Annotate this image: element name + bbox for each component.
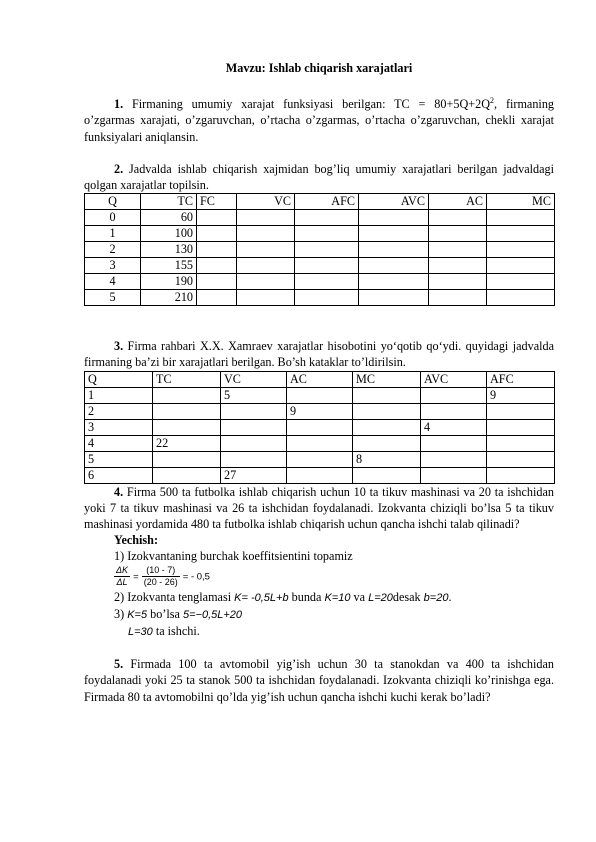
table-2-header-cell: AC (287, 371, 353, 387)
table-2-header-cell: VC (221, 371, 287, 387)
cost-table-1 (84, 193, 555, 306)
table-1-cell: 5 (85, 290, 141, 306)
table-1-cell (197, 274, 237, 290)
table-1-cell: 190 (141, 274, 197, 290)
table-2-cell: 9 (487, 387, 555, 403)
delta-k: ΔK (116, 564, 129, 575)
table-1-cell: 0 (85, 210, 141, 226)
slope-result: = - 0,5 (182, 570, 210, 582)
table-2-cell (353, 387, 421, 403)
table-2-cell (287, 419, 353, 435)
table-2-cell: 2 (85, 403, 153, 419)
table-2-cell (353, 435, 421, 451)
table-2-header-cell: AFC (487, 371, 555, 387)
table-2-cell (421, 467, 487, 483)
problem-1 (84, 96, 554, 145)
table-1-cell (487, 258, 555, 274)
table-1-cell (487, 274, 555, 290)
table-1-cell (295, 258, 359, 274)
table-2-cell: 8 (353, 451, 421, 467)
table-2-cell: 1 (85, 387, 153, 403)
table-2-cell (487, 451, 555, 467)
table-1-header-cell: AC (429, 194, 487, 210)
table-2-cell (287, 467, 353, 483)
cost-table-2 (84, 371, 555, 484)
table-2-row (85, 387, 555, 403)
table-2-cell: 27 (221, 467, 287, 483)
table-2-cell (287, 387, 353, 403)
table-1-cell: 4 (85, 274, 141, 290)
step-2-bunda: bunda (291, 589, 322, 604)
step-2-desak: desak (392, 589, 421, 604)
table-1-cell (295, 274, 359, 290)
table-2-cell (487, 435, 555, 451)
table-2-cell (421, 403, 487, 419)
table-1-row (85, 290, 555, 306)
problem-5 (84, 656, 554, 705)
table-1-cell (237, 274, 295, 290)
table-2-cell (287, 435, 353, 451)
problem-5-text: Firmada 100 ta avtomobil yig’ish uchun 30 ta stanokdan va 400 ta ishchidan foydalanadi yoki 25 ta stanok 500 ta ishchidan foydalanadi. Izokvanta chiziqli ko’rinishga ega. Firmada 80 ta avtomobilni qo’lda yig’ish uchun qancha ishchi kuchi kerak bo’ladi? (84, 657, 554, 704)
table-1-cell (197, 210, 237, 226)
step-3-equation: 5=−0,5L+20 (182, 608, 243, 621)
problem-1-superscript: 2 (490, 96, 495, 106)
table-1-header-cell: VC (237, 194, 295, 210)
table-1-header-row (85, 194, 555, 210)
table-1-cell (429, 274, 487, 290)
document-title: Mavzu: Ishlab chiqarish xarajatlari (225, 61, 413, 75)
table-1-cell (487, 226, 555, 242)
table-2-row (85, 403, 555, 419)
table-2-cell (353, 467, 421, 483)
solution-step-1: 1) Izokvantaning burchak koeffitsientini topamiz (114, 549, 353, 564)
k-value: K=10 (324, 591, 351, 604)
problem-2 (84, 161, 554, 193)
table-2-row (85, 467, 555, 483)
table-1-cell: 210 (141, 290, 197, 306)
table-2-cell (221, 403, 287, 419)
b-value: b=20 (423, 591, 449, 604)
table-2-cell (353, 419, 421, 435)
table-2-cell (153, 451, 221, 467)
table-2-cell (421, 435, 487, 451)
table-2-cell (153, 403, 221, 419)
l30-value: L=30 (128, 626, 153, 639)
table-1-cell (429, 242, 487, 258)
table-1-header-cell: FC (197, 194, 237, 210)
table-1-cell (295, 210, 359, 226)
table-1-cell (237, 242, 295, 258)
table-1-cell (487, 290, 555, 306)
table-1-cell: 130 (141, 242, 197, 258)
table-2-header-cell: Q (85, 371, 153, 387)
table-1-cell (197, 242, 237, 258)
table-1-cell (359, 242, 429, 258)
table-1-cell (487, 242, 555, 258)
table-1-cell (429, 290, 487, 306)
problem-1-text-cont: , firmaning o’zgarmas xarajati, o’zgaruvchan, o’rtacha o’zgarmas, o’rtacha o’zgaruvchan, chekli xarajat funksiyalari aniqlansin. (84, 97, 555, 144)
table-1-cell (359, 274, 429, 290)
table-2-cell: 3 (85, 419, 153, 435)
table-2-header-cell: MC (353, 371, 421, 387)
table-2-cell: 4 (85, 435, 153, 451)
table-2-cell: 4 (421, 419, 487, 435)
table-2-cell (487, 419, 555, 435)
table-1-cell (429, 258, 487, 274)
table-1-cell (359, 258, 429, 274)
problem-2-number: 2. (114, 161, 124, 176)
problem-4-text: Firma 500 ta futbolka ishlab chiqarish uchun 10 ta tikuv mashinasi va 20 ta ishchidan yoki 7 ta tikuv mashinasi va 26 ta ishchidan foydalanadi. Izokvanta chiziqli bo’lsa 5 ta tikuv mashinasi yordamida 480 ta futbolka ishlab chiqarish uchun qancha ishchi talab qilinadi? (84, 484, 555, 532)
l-value: L=20 (368, 591, 393, 604)
table-2-cell (487, 403, 555, 419)
problem-3-number: 3. (114, 339, 124, 354)
step-2-period: . (448, 589, 452, 604)
problem-1-text: Firmaning umumiy xarajat funksiyasi berilgan: TC = 80+5Q+2Q (132, 97, 491, 112)
problem-4-number: 4. (114, 484, 124, 499)
delta-fraction (114, 565, 130, 588)
table-1-cell (237, 258, 295, 274)
table-1-cell: 3 (85, 258, 141, 274)
table-2-cell (221, 435, 287, 451)
table-1-header-cell: MC (487, 194, 555, 210)
table-2-header-row (85, 371, 555, 387)
step-3-number: 3) (114, 606, 125, 621)
table-1-cell (237, 290, 295, 306)
table-1-row (85, 210, 555, 226)
isoquant-equation: K= -0,5L+b (234, 591, 289, 604)
table-2-header-cell: AVC (421, 371, 487, 387)
table-2-row (85, 435, 555, 451)
problem-3 (84, 338, 554, 370)
table-2-cell (221, 451, 287, 467)
table-1-row (85, 258, 555, 274)
table-2-cell (421, 387, 487, 403)
delta-l: ΔL (116, 576, 128, 587)
table-1-cell: 155 (141, 258, 197, 274)
table-2-cell: 9 (287, 403, 353, 419)
table-1-row (85, 226, 555, 242)
problem-4 (84, 484, 554, 533)
table-1-cell (237, 210, 295, 226)
table-1-header-cell: AVC (359, 194, 429, 210)
step-4-text: ta ishchi. (155, 624, 200, 639)
table-1-cell (197, 226, 237, 242)
problem-3-text: Firma rahbari X.X. Xamraev xarajatlar hisobotini yo‘qotib qo‘ydi. quyidagi jadvalda firmaning ba’zi bir xarajatlari berilgan. Bo’sh kataklar to’ldirilsin. (84, 339, 555, 370)
table-2-cell (421, 451, 487, 467)
table-2-cell (287, 451, 353, 467)
solution-step-2 (84, 589, 554, 606)
table-1-cell (197, 258, 237, 274)
table-2-row (85, 451, 555, 467)
table-2-cell (153, 419, 221, 435)
table-1-cell (487, 210, 555, 226)
solution-heading: Yechish: (114, 533, 159, 548)
problem-5-number: 5. (114, 657, 124, 672)
table-1-cell (295, 290, 359, 306)
table-1-cell: 60 (141, 210, 197, 226)
table-1-cell (237, 226, 295, 242)
numerator: (10 - 7) (142, 565, 180, 577)
table-1-cell: 100 (141, 226, 197, 242)
table-1-cell (295, 226, 359, 242)
table-1-row (85, 274, 555, 290)
table-2-cell: 22 (153, 435, 221, 451)
document-page (84, 60, 554, 705)
table-2-cell (153, 467, 221, 483)
solution-step-4 (84, 623, 554, 640)
problem-2-text: Jadvalda ishlab chiqarish xajmidan bog’liq umumiy xarajatlari berilgan jadvaldagi qolgan xarajatlar topilsin. (84, 161, 554, 193)
table-2-cell: 5 (85, 451, 153, 467)
table-1-header-cell: AFC (295, 194, 359, 210)
table-2-cell (353, 403, 421, 419)
step-3-bolsa: bo’lsa (150, 606, 180, 621)
k5-value: K=5 (127, 608, 148, 621)
table-1-row (85, 242, 555, 258)
table-1-cell (359, 226, 429, 242)
problem-1-number: 1. (114, 97, 124, 112)
table-1-cell (359, 290, 429, 306)
table-1-cell (295, 242, 359, 258)
table-1-header-cell: TC (141, 194, 197, 210)
table-2-cell (487, 467, 555, 483)
table-2-row (85, 419, 555, 435)
step-2-va: va (353, 589, 366, 604)
table-2-cell (153, 387, 221, 403)
table-1-cell (429, 210, 487, 226)
table-1-cell: 2 (85, 242, 141, 258)
solution-slope-formula: $\frac{\Delta K}{\Delta L}$ = $\frac{(10 - 7)}{(20 - 26)}$ = - 0,5 (116, 564, 210, 587)
denominator: (20 - 26) (143, 576, 178, 587)
table-1-cell: 1 (85, 226, 141, 242)
table-1-cell (197, 290, 237, 306)
table-2-header-cell: TC (153, 371, 221, 387)
solution-step-3 (84, 606, 554, 623)
table-2-cell: 6 (85, 467, 153, 483)
table-1-cell (429, 226, 487, 242)
table-1-header-cell: Q (85, 194, 141, 210)
table-1-cell (359, 210, 429, 226)
table-2-cell: 5 (221, 387, 287, 403)
value-fraction (142, 565, 180, 588)
table-2-cell (221, 419, 287, 435)
step-2-text: 2) Izokvanta tenglamasi (114, 589, 232, 604)
